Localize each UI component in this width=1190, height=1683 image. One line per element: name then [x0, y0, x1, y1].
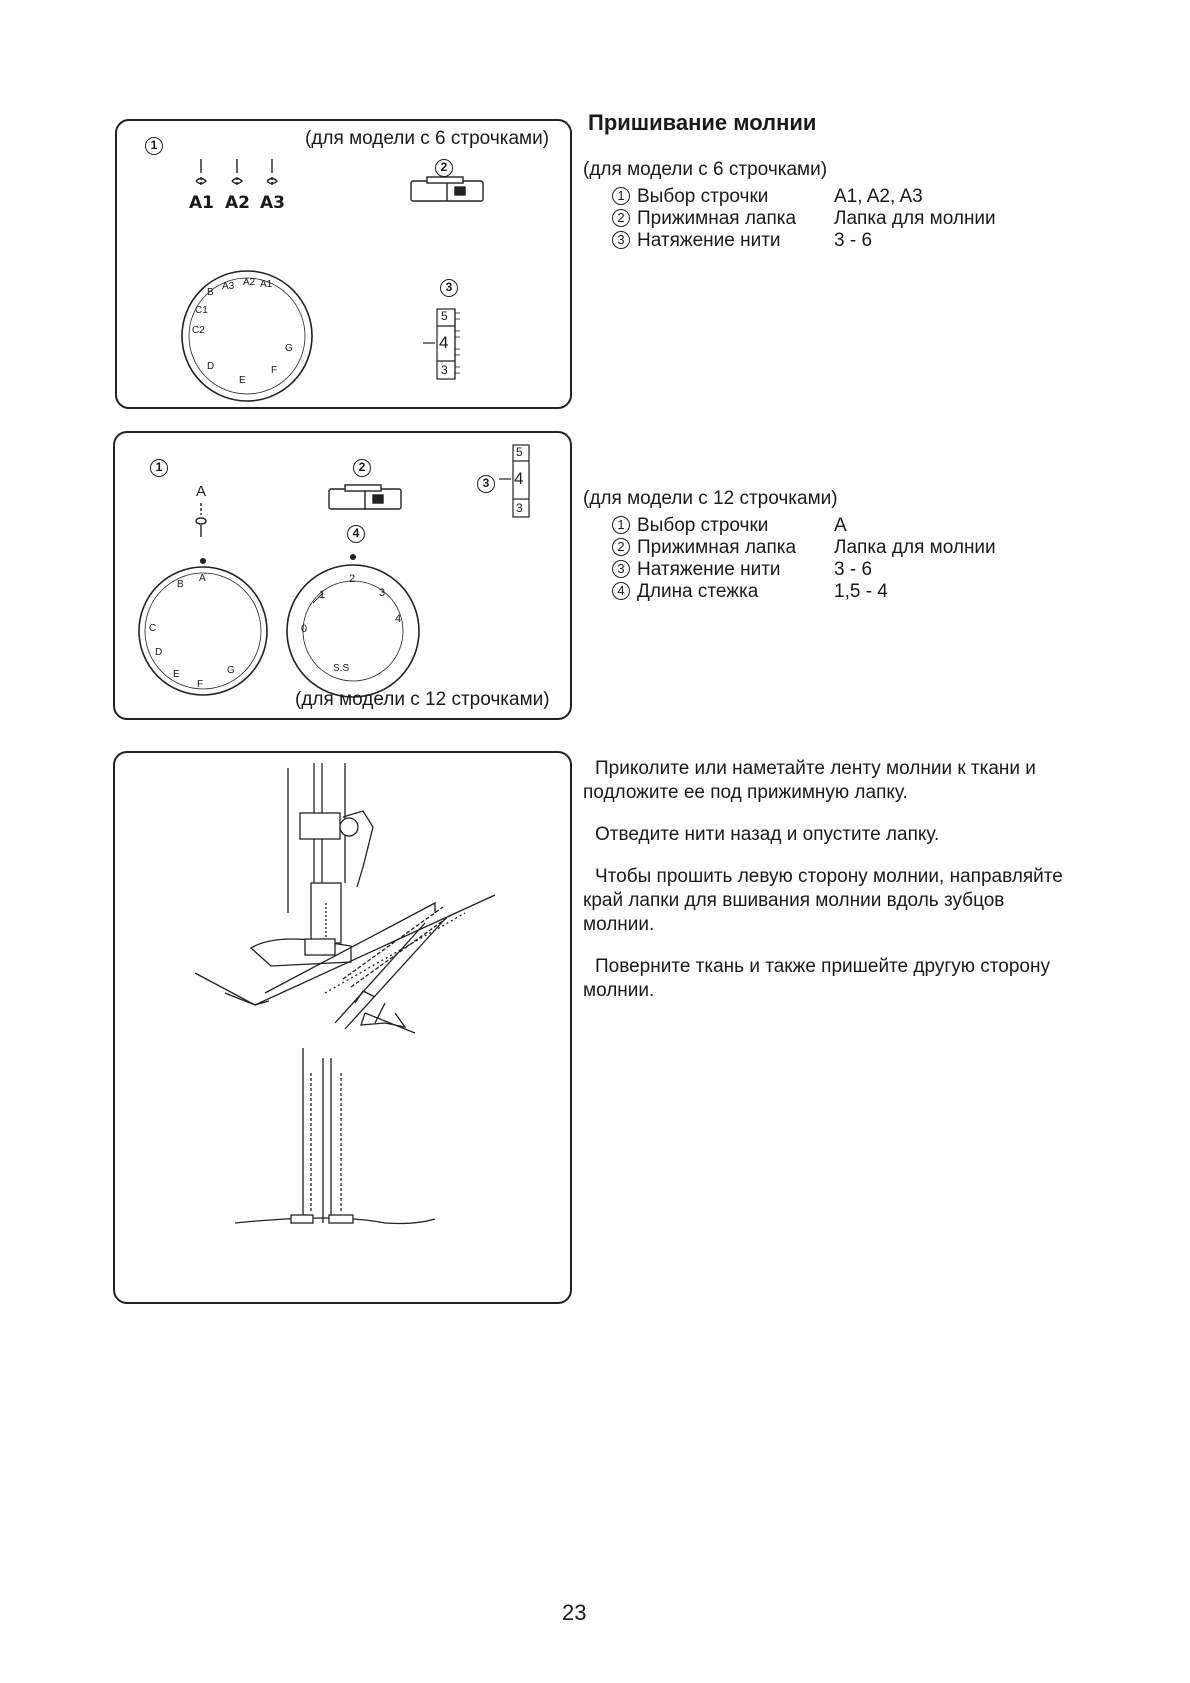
page-title: Пришивание молнии [588, 110, 817, 135]
marker-2: 2 [353, 459, 371, 477]
length-label: 2 [349, 573, 356, 585]
dial-label: B [177, 579, 184, 590]
marker-3: 3 [477, 475, 495, 493]
marker-3: 3 [440, 279, 458, 297]
figure-panel-6-stitch [115, 119, 572, 409]
stitch-label-a1: A1 [189, 193, 214, 213]
figure-panel-12-stitch [113, 431, 572, 720]
stitch-label-a3: A3 [260, 193, 285, 213]
length-label: 0 [301, 623, 308, 635]
spec-row: 1 Выбор строчки A1, A2, A3 [612, 186, 1032, 208]
dial-label: A [199, 573, 206, 584]
spec-row: 3 Натяжение нити 3 - 6 [612, 230, 1032, 252]
tension-number: 5 [516, 445, 523, 459]
length-label: 1 [319, 589, 326, 601]
page-number: 23 [562, 1600, 587, 1625]
dial-label: F [271, 365, 278, 376]
instruction-paragraph: Отведите нити назад и опустите лапку. [595, 824, 940, 845]
zipper-foot-drawing [411, 177, 483, 201]
marker-1: 1 [150, 459, 168, 477]
spec-row: 4 Длина стежка 1,5 - 4 [612, 581, 1032, 603]
dial-label: D [155, 647, 163, 658]
instruction-paragraph: Поверните ткань и также пришейте другую сторону молнии. [583, 956, 1050, 1001]
spec-row: 1 Выбор строчки A [612, 515, 1032, 537]
spec-row: 3 Натяжение нити 3 - 6 [612, 559, 1032, 581]
tension-number-selected: 4 [514, 469, 524, 488]
pattern-dial-12 [139, 567, 267, 695]
stitch-label-a2: A2 [225, 193, 250, 213]
stitch-symbols [196, 159, 277, 187]
dial-label: C1 [195, 305, 208, 316]
dial-label: B [207, 287, 214, 298]
dial-label: C [149, 623, 157, 634]
panel2-drawings [115, 433, 574, 722]
spec6-list [612, 186, 1032, 252]
panel-caption: (для модели с 6 строчками) [305, 128, 550, 149]
spec6-heading: (для модели с 6 строчками) [583, 159, 828, 180]
marker-4: 4 [347, 525, 365, 543]
dial-label: A3 [222, 281, 235, 292]
dial-label: F [197, 679, 204, 690]
stitch-symbol-a [196, 503, 206, 537]
zipper-foot-drawing [329, 485, 401, 509]
zipper-sewing-illustration [115, 753, 574, 1306]
dial-label: A1 [260, 279, 273, 290]
pattern-dial-6 [182, 271, 312, 401]
tension-number: 3 [441, 363, 448, 377]
instruction-paragraph: Чтобы прошить левую сторону молнии, направляйте край лапки для вшивания молнии вдоль зубцов молнии. [583, 866, 1063, 935]
dial-label: G [285, 343, 293, 354]
spec-row: 2 Прижимная лапка Лапка для молнии [612, 208, 1032, 230]
panel1-drawings [117, 121, 574, 411]
stitch-label-a: A [196, 483, 207, 500]
dial-label: A2 [243, 277, 256, 288]
dial-label: D [207, 361, 215, 372]
dial-label: E [173, 669, 180, 680]
tension-number: 5 [441, 309, 448, 323]
spec12-list [612, 515, 1032, 603]
dial-label: G [227, 665, 235, 676]
length-label: 4 [395, 613, 402, 625]
tension-number: 3 [516, 501, 523, 515]
dial-label: C2 [192, 325, 205, 336]
dial-label: E [239, 375, 246, 386]
instruction-paragraph: Приколите или наметайте ленту молнии к ткани и подложите ее под прижимную лапку. [583, 758, 1036, 803]
marker-1: 1 [145, 137, 163, 155]
panel-caption: (для модели с 12 строчками) [295, 689, 550, 710]
tension-number-selected: 4 [439, 333, 449, 352]
spec-row: 2 Прижимная лапка Лапка для молнии [612, 537, 1032, 559]
figure-panel-sewing-illustration [113, 751, 572, 1304]
marker-2: 2 [435, 159, 453, 177]
length-label: 3 [379, 587, 386, 599]
length-label: S.S [333, 663, 350, 674]
spec12-heading: (для модели с 12 строчками) [583, 488, 838, 509]
instructions [583, 757, 1067, 1021]
